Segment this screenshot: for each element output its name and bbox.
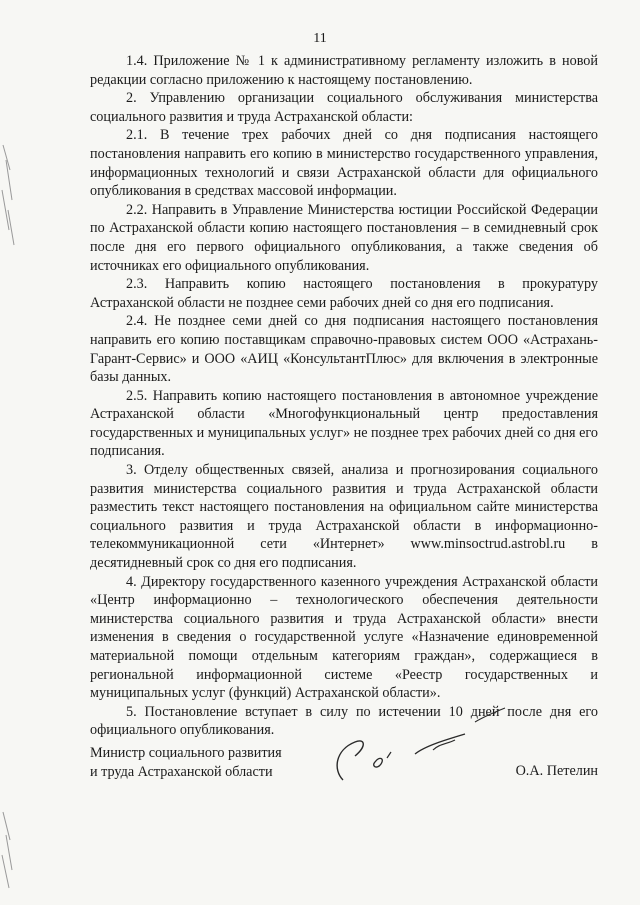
paragraph-2-2: 2.2. Направить в Управление Министерства юстиции Российской Федерации по Астраханской области копию настоящего постановления – в семидневный срок после дня его первого официального опубликования, а также сведения об источниках его официального опубликования. bbox=[90, 201, 598, 274]
signature-block bbox=[90, 744, 598, 794]
paragraph-2-1: 2.1. В течение трех рабочих дней со дня подписания настоящего постановления направить его копию в министерство государственного управления, информационных технологий и связи Астраханской области для официального опубликования в средствах массовой информации. bbox=[90, 127, 598, 200]
paragraph-5: 5. Постановление вступает в силу по истечении 10 дней после дня его официального опубликования. bbox=[90, 703, 598, 739]
paragraph-2-5: 2.5. Направить копию настоящего постановления в автономное учреждение Астраханской области «Многофункциональный центр предоставления государственных и муниципальных услуг» не позднее трех рабочих дней со дня его подписания. bbox=[90, 387, 598, 460]
signatory-title-line: Министр социального развития bbox=[90, 745, 282, 761]
paragraph-4: 4. Директору государственного казенного учреждения Астраханской области «Центр информационно – технологического обеспечения деятельности министерства социального развития и труда Астраханской области» внести изменения в сведения о государственной услуге «Назначение единовременной материальной помощи отдельным категориям граждан», содержащиеся в региональной информационной системе «Реестр государственных и муниципальных услуг (функций) Астраханской области». bbox=[90, 573, 598, 702]
paragraph-3: 3. Отделу общественных связей, анализа и прогнозирования социального развития министерства социального развития и труда Астраханской области разместить текст настоящего постановления на официальном сайте министерства социального развития и труда Астраханской области в информационно-телекоммуникационной сети «Интернет» www.minsoctrud.astrobl.ru в десятидневный срок со дня его подписания. bbox=[90, 462, 598, 572]
document-body bbox=[90, 52, 598, 740]
page-number: 11 bbox=[313, 31, 327, 46]
paragraph-1-4: 1.4. Приложение № 1 к административному регламенту изложить в новой редакции согласно приложению к настоящему постановлению. bbox=[90, 53, 598, 88]
signatory-title-line: и труда Астраханской области bbox=[90, 763, 273, 780]
signatory-title bbox=[90, 744, 282, 781]
scan-edge-mark bbox=[0, 810, 18, 890]
scan-edge-mark bbox=[0, 140, 18, 250]
paragraph-2-3: 2.3. Направить копию настоящего постановления в прокуратуру Астраханской области не позднее семи рабочих дней со дня его подписания. bbox=[90, 276, 598, 311]
paragraph-2: 2. Управлению организации социального обслуживания министерства социального развития и труда Астраханской области: bbox=[90, 90, 598, 125]
paragraph-2-4: 2.4. Не позднее семи дней со дня подписания настоящего постановления направить его копию поставщикам справочно-правовых систем ООО «Астрахань-Гарант-Сервис» и ООО «АИЦ «КонсультантПлюс» для включения в электронные базы данных. bbox=[90, 313, 598, 386]
signatory-name: О.А. Петелин bbox=[515, 763, 598, 779]
